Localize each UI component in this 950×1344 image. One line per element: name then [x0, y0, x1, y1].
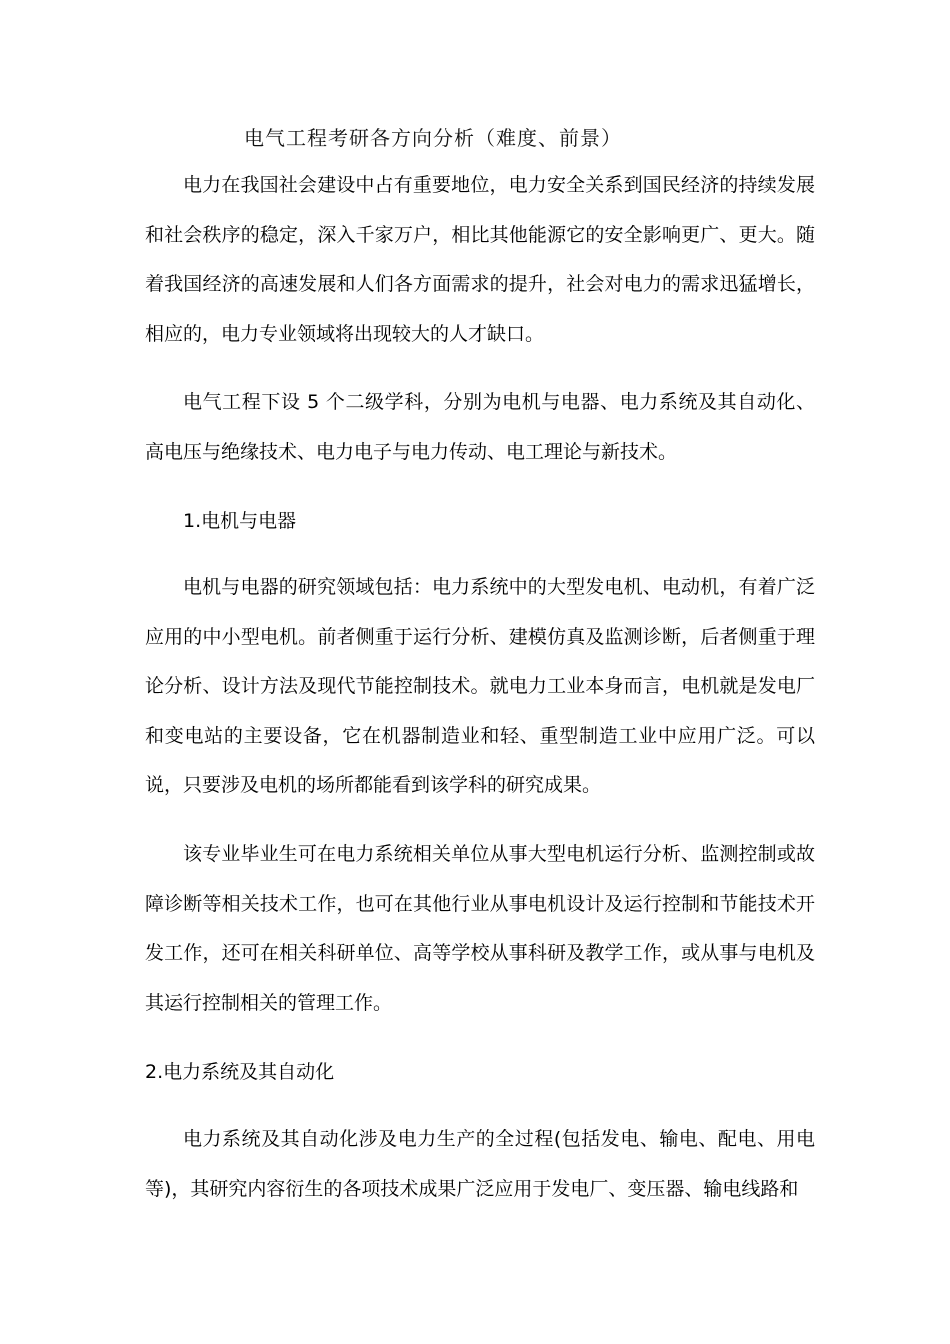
motors-research-paragraph: 电机与电器的研究领域包括：电力系统中的大型发电机、电动机，有着广泛应用的中小型电机。前者侧重于运行分析、建模仿真及监测诊断，后者侧重于理论分析、设计方法及现代节能控制技术。就电力工业本身而言，电机就是发电厂和变电站的主要设备，它在机器制造业和轻、重型制造工业中应用广泛。可以说，只要涉及电机的场所都能看到该学科的研究成果。 [145, 576, 815, 796]
section-heading-power-systems: 2.电力系统及其自动化 [145, 1061, 335, 1083]
motors-career-paragraph: 该专业毕业生可在电力系统相关单位从事大型电机运行分析、监测控制或故障诊断等相关技术工作，也可在其他行业从事电机设计及运行控制和节能技术开发工作，还可在相关科研单位、高等学校从事科研及教学工作，或从事与电机及其运行控制相关的管理工作。 [145, 843, 815, 1014]
subdisciplines-paragraph: 电气工程下设 5 个二级学科，分别为电机与电器、电力系统及其自动化、高电压与绝缘技术、电力电子与电力传动、电工理论与新技术。 [145, 391, 815, 463]
intro-paragraph: 电力在我国社会建设中占有重要地位，电力安全关系到国民经济的持续发展和社会秩序的稳定，深入千家万户，相比其他能源它的安全影响更广、更大。随着我国经济的高速发展和人们各方面需求的提升，社会对电力的需求迅猛增长，相应的，电力专业领域将出现较大的人才缺口。 [145, 174, 815, 345]
power-systems-paragraph: 电力系统及其自动化涉及电力生产的全过程(包括发电、输电、配电、用电等)，其研究内容衍生的各项技术成果广泛应用于发电厂、变压器、输电线路和 [145, 1128, 815, 1200]
section-heading-motors: 1.电机与电器 [183, 510, 297, 532]
document-title: 电气工程考研各方向分析（难度、前景） [244, 126, 622, 150]
